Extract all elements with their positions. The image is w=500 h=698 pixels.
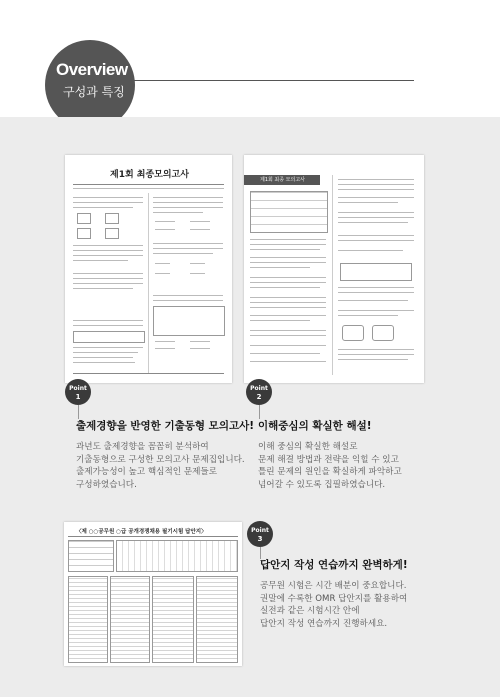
omr-answer-grid-4 [196,576,238,663]
omr-info-box [68,540,114,572]
point-2-heading: 이해중심의 확실한 해설! [258,420,372,432]
point-1-connector [78,405,79,419]
point-3-heading: 답안지 작성 연습까지 완벽하게! [260,559,408,571]
omr-sheet-title: 〈제 ○○공무원 ○급 공개경쟁채용 필기시험 답안지〉 [76,529,207,535]
omr-answer-grid-3 [152,576,194,663]
point-1-badge: Point 1 [65,379,91,405]
point-3-badge: Point 3 [247,521,273,547]
sample-omr-answer-sheet [64,522,242,666]
point-1-description: 과년도 출제경향을 꼼꼼히 분석하여 기출동형으로 구성한 모의고사 문제집입니다. 출제가능성이 높고 핵심적인 문제들로 구성하였습니다. [76,442,245,490]
point-3-description: 공무원 시험은 시간 배분이 중요합니다. 권말에 수록한 OMR 답안지를 활용하여 실전과 같은 시험시간 안에 답안지 작성 연습까지 진행하세요. [260,581,408,629]
sample-exam-page [65,155,232,383]
exam-page-title: 제1회 최종모의고사 [110,170,189,180]
sample-solution-page [244,155,424,383]
point-1-heading: 출제경향을 반영한 기출동형 모의고사! [76,420,255,432]
omr-id-grid [116,540,238,572]
solution-column-divider [332,175,333,375]
point-2-description: 이해 중심의 확실한 해설로 문제 해결 방법과 전략을 익힐 수 있고 틀린 문제의 원인을 확실하게 파악하고 넘어갈 수 있도록 집필하였습니다. [258,442,402,490]
point-2-connector [259,405,260,419]
answer-key-table [250,191,328,233]
point-2-badge: Point 2 [246,379,272,405]
header-rule [128,80,414,81]
omr-answer-grid-2 [110,576,150,663]
overview-subtitle: 구성과 특징 [63,85,125,99]
exam-column-divider [148,193,149,373]
solution-page-header: 제1회 최종 모의고사 [260,177,306,183]
exam-footer-rule [73,373,224,374]
omr-answer-grid-1 [68,576,108,663]
exam-title-rule [73,184,224,185]
overview-title: Overview [56,60,128,79]
